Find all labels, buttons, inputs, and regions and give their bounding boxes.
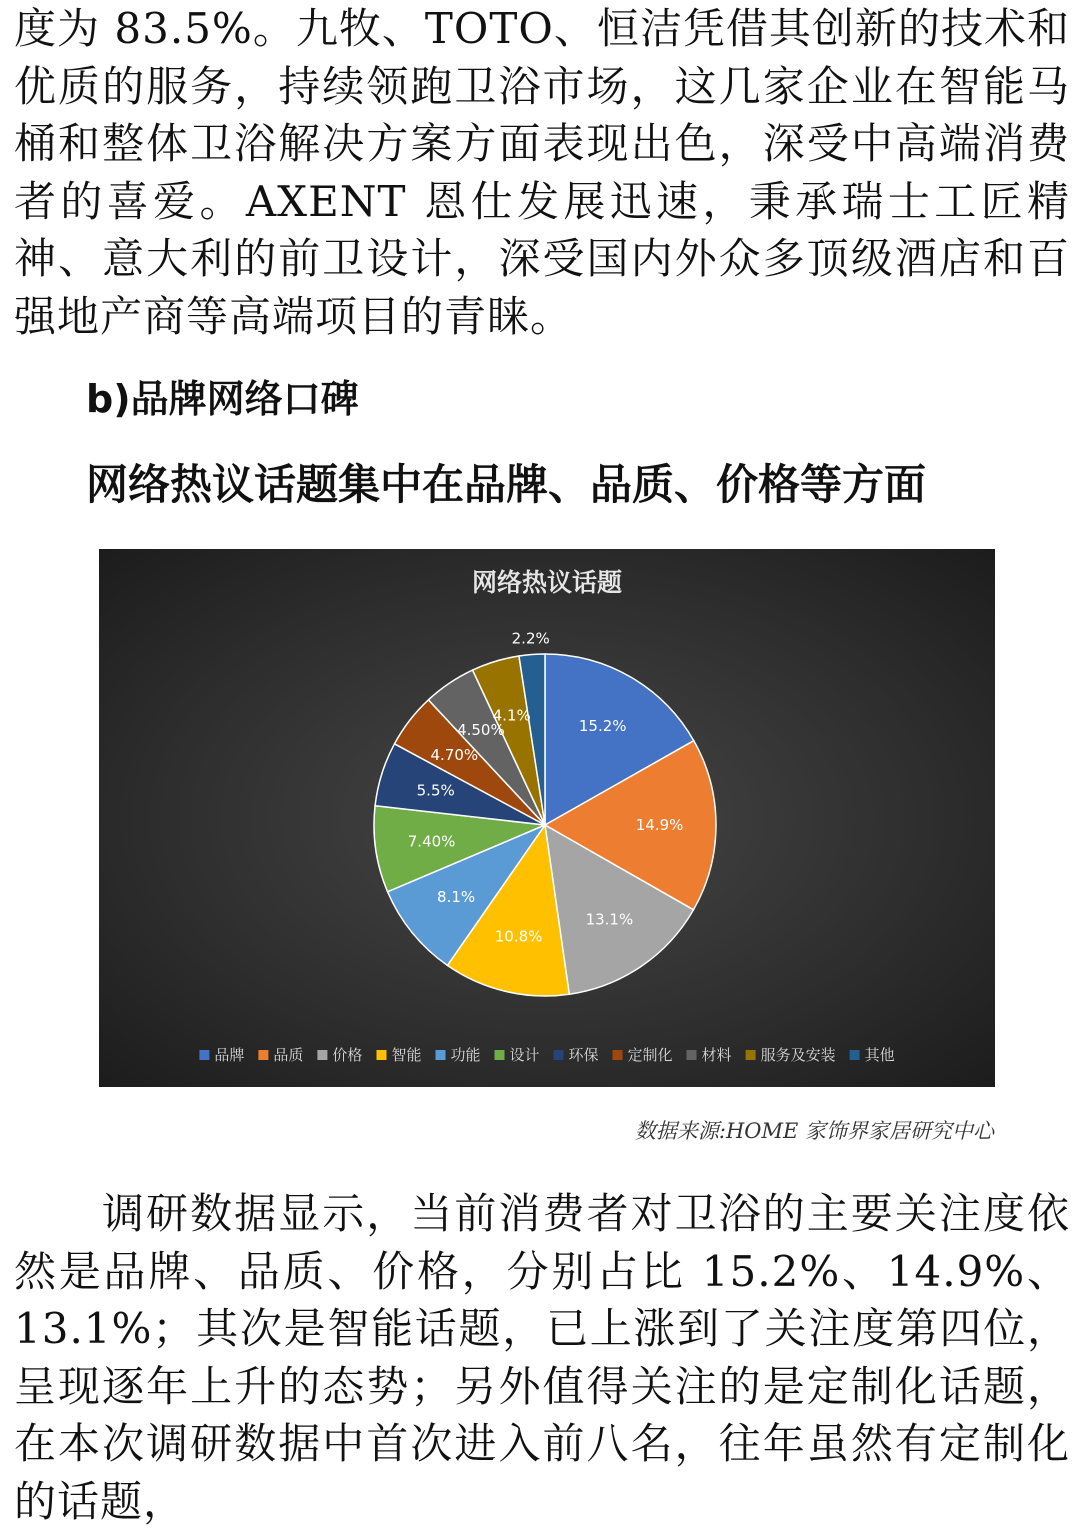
chart-title: 网络热议话题 (471, 568, 623, 597)
legend-swatch-智能 (377, 1050, 387, 1060)
slice-label-服务及安装: 4.1% (492, 706, 531, 725)
slice-label-定制化: 4.70% (430, 746, 479, 764)
legend-label-材料: 材料 (701, 1046, 732, 1064)
slice-label-品质: 14.9% (635, 816, 684, 835)
legend-swatch-其他 (850, 1050, 860, 1060)
data-source-note: 数据来源:HOME 家饰界家居研究中心 (634, 1119, 994, 1143)
legend-swatch-品牌 (199, 1050, 209, 1060)
legend-label-功能: 功能 (450, 1046, 481, 1064)
legend-label-环保: 环保 (568, 1046, 599, 1064)
legend-swatch-功能 (436, 1050, 446, 1060)
pie-chart-panel (99, 549, 995, 1087)
slice-label-环保: 5.5% (416, 781, 455, 800)
section-heading: b)品牌网络口碑 (86, 377, 359, 421)
slice-label-智能: 10.8% (494, 927, 543, 946)
legend-label-定制化: 定制化 (627, 1046, 673, 1064)
legend-label-其他: 其他 (864, 1046, 895, 1064)
chart-heading: 网络热议话题集中在品牌、品质、价格等方面 (86, 460, 927, 509)
legend-swatch-材料 (687, 1050, 697, 1060)
legend-label-服务及安装: 服务及安装 (760, 1046, 836, 1064)
legend-swatch-品质 (258, 1050, 268, 1060)
slice-label-功能: 8.1% (437, 888, 476, 907)
legend-swatch-服务及安装 (746, 1050, 756, 1060)
legend-label-智能: 智能 (391, 1046, 422, 1064)
intro-paragraph: 度为 83.5%。九牧、TOTO、恒洁凭借其创新的技术和优质的服务，持续领跑卫浴市场，这几家企业在智能马桶和整体卫浴解决方案方面表现出色，深受中高端消费者的喜爱。AXENT 恩仕发展迅速，秉承瑞士工匠精神、意大利的前卫设计，深受国内外众多顶级酒店和百强地产商等高端项目的青睐。 (14, 4, 1070, 341)
legend-label-品牌: 品牌 (214, 1046, 245, 1064)
slice-label-设计: 7.40% (407, 832, 456, 851)
slice-label-品牌: 15.2% (578, 717, 627, 735)
legend-swatch-价格 (317, 1050, 327, 1060)
legend-swatch-环保 (554, 1050, 564, 1060)
slice-label-其他: 2.2% (511, 629, 550, 648)
slice-label-材料: 4.50% (457, 721, 505, 739)
legend-label-设计: 设计 (509, 1046, 540, 1064)
legend-label-价格: 价格 (332, 1046, 363, 1064)
legend-swatch-设计 (495, 1050, 505, 1060)
pie-chart (99, 549, 995, 1087)
slice-label-价格: 13.1% (585, 910, 634, 929)
legend-label-品质: 品质 (273, 1046, 304, 1064)
legend-swatch-定制化 (613, 1050, 623, 1060)
analysis-paragraph: 调研数据显示，当前消费者对卫浴的主要关注度依然是品牌、品质、价格，分别占比 15.2%、14.9%、13.1%；其次是智能话题，已上涨到了关注度第四位，呈现逐年上升的态势；另外值得关注的是定制化话题，在本次调研数据中首次进入前八名，往年虽然有定制化的话题， (14, 1189, 1070, 1526)
